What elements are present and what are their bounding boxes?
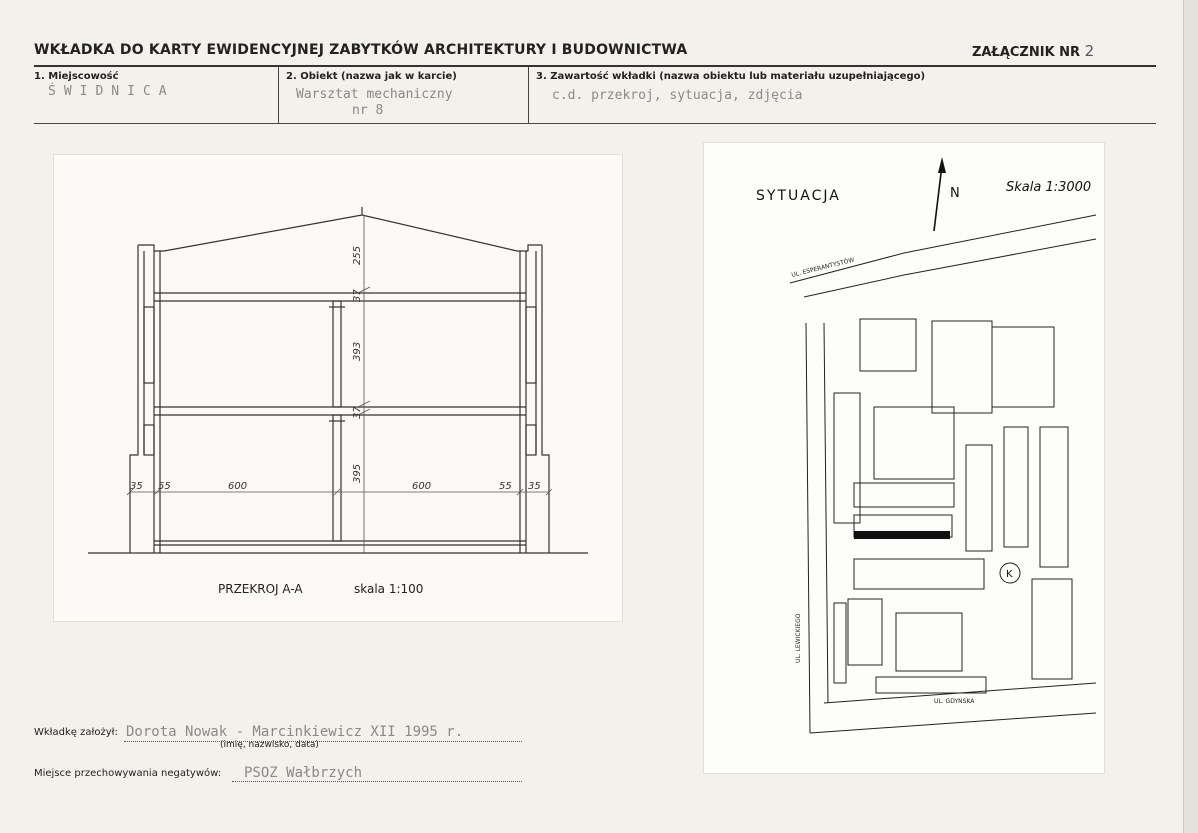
contents-value: c.d. przekroj, sytuacja, zdjęcia: [552, 88, 803, 103]
street-lewickiego: UL. LEWICKIEGO: [795, 613, 802, 663]
dim-wall-left: 35: [130, 481, 143, 492]
annex-label-text: ZAŁĄCZNIK NR: [972, 45, 1081, 60]
north-label: N: [950, 186, 960, 201]
dim-pilaster-left: 55: [158, 481, 171, 492]
locality-label: 1. Miejscowość: [34, 71, 119, 82]
sheet-edge: [1183, 0, 1198, 833]
street-gdynska: UL. GDYNSKA: [934, 698, 975, 705]
field-divider: [278, 67, 279, 123]
section-drawing-photo: [54, 155, 622, 621]
dim-ground-floor: 395: [352, 463, 363, 483]
dim-upper-floor: 393: [352, 341, 363, 361]
author-label: Wkładkę założył:: [34, 727, 118, 738]
dim-wall-right: 35: [528, 481, 541, 492]
dim-span-left: 600: [228, 481, 248, 492]
author-value: Dorota Nowak - Marcinkiewicz XII 1995 r.: [126, 724, 464, 740]
site-plan-scale: Skala 1:3000: [1006, 180, 1092, 195]
dim-slab-lower: 37: [352, 406, 363, 419]
highlighted-workshop: [854, 531, 950, 539]
site-plan-drawing: [704, 143, 1104, 773]
street-esperantystow: UL. ESPERANTYSTÓW: [790, 256, 856, 279]
annex-label: [972, 42, 1094, 60]
locality-value: ŚWIDNICA: [48, 84, 175, 99]
storage-dotted-line: [232, 781, 522, 782]
author-hint: (imię, nazwisko, data): [220, 740, 319, 750]
object-label: 2. Obiekt (nazwa jak w karcie): [286, 71, 457, 82]
author-dotted-line: [124, 741, 522, 742]
section-scale: skala 1:100: [354, 582, 424, 596]
north-arrow-icon: [934, 157, 946, 231]
storage-value: PSOZ Wałbrzych: [244, 765, 363, 781]
section-caption: PRZEKROJ A-A: [218, 582, 303, 596]
annex-number: 2: [1084, 42, 1095, 60]
form-title: WKŁADKA DO KARTY EWIDENCYJNEJ ZABYTKÓW ARCHITEKTURY I BUDOWNICTWA: [34, 42, 688, 58]
field-bottom-rule: [34, 123, 1156, 124]
object-value-line2: nr 8: [352, 103, 384, 118]
site-plan-photo: [704, 143, 1104, 773]
marker-k: K: [1006, 569, 1013, 580]
cross-section-drawing: [54, 155, 622, 621]
object-value-line1: Warsztat mechaniczny: [296, 87, 453, 102]
dim-span-right: 600: [412, 481, 432, 492]
contents-label: 3. Zawartość wkładki (nazwa obiektu lub materiału uzupełniającego): [536, 71, 926, 82]
header-rule: [34, 65, 1156, 67]
field-divider: [528, 67, 529, 123]
site-plan-title: SYTUACJA: [756, 188, 841, 204]
dim-roof-height: 255: [352, 245, 363, 265]
dim-slab-upper: 37: [352, 289, 363, 302]
dim-pilaster-right: 55: [499, 481, 512, 492]
storage-label: Miejsce przechowywania negatywów:: [34, 768, 222, 779]
